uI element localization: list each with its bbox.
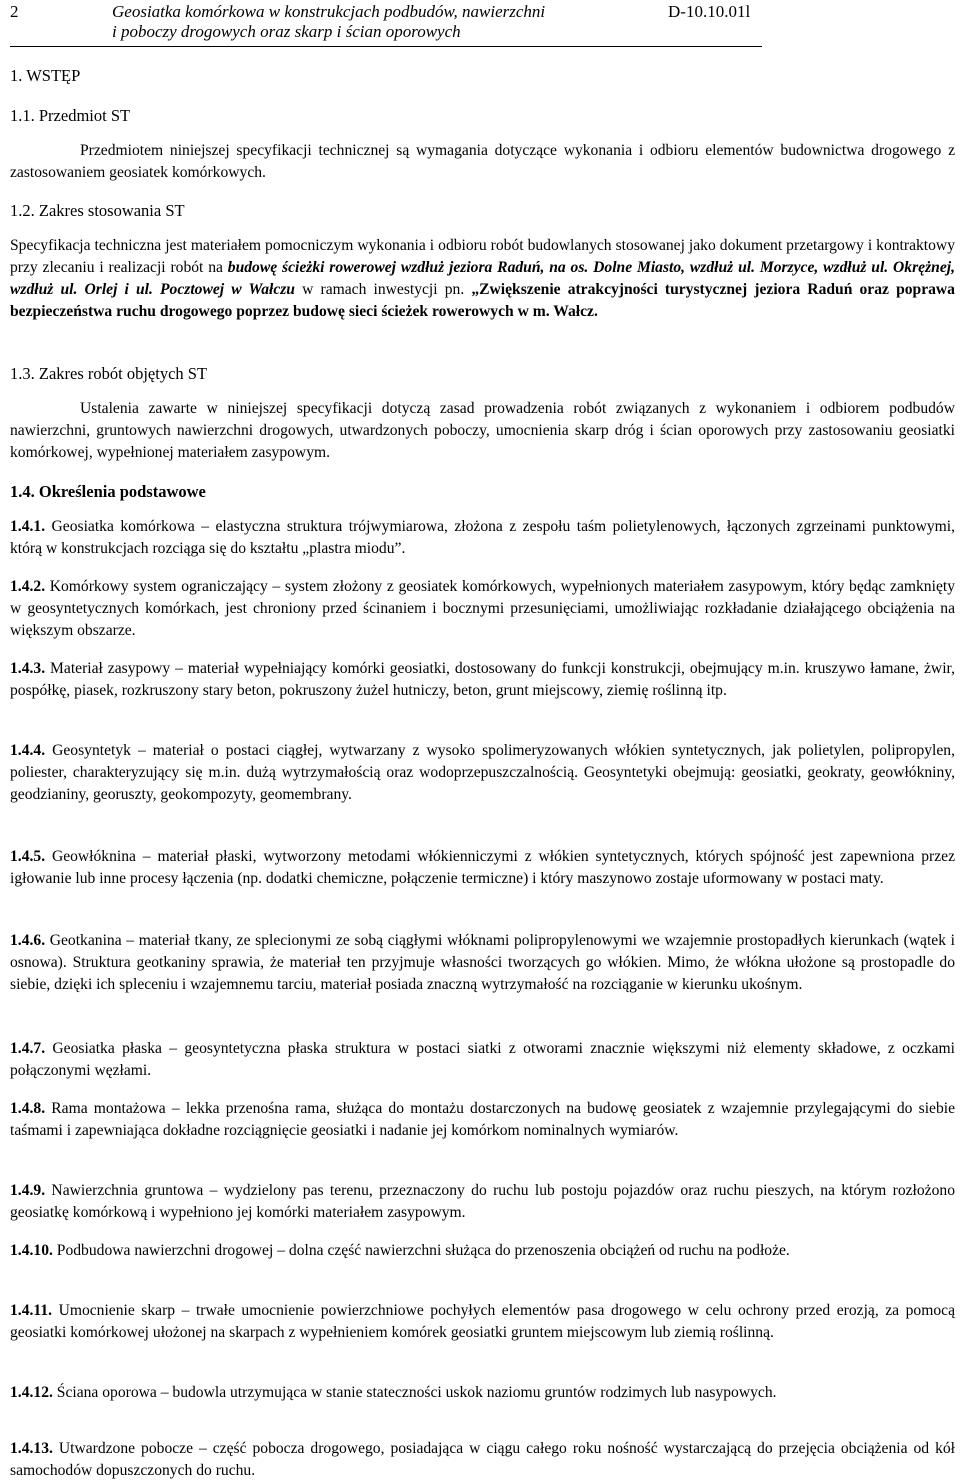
section-heading-1-2: 1.2. Zakres stosowania ST	[10, 201, 185, 220]
definition-text: Utwardzone pobocze – część pobocza drogowego, posiadająca w ciągu całego roku nośność wystarczającą do przejęcia obciążenia od kół samochodów dopuszczonych do ruchu.	[10, 1440, 955, 1479]
section-1-3-body	[10, 398, 955, 464]
definition-text: Geosiatka komórkowa – elastyczna struktura trójwymiarowa, złożona z zespołu taśm polietylenowych, łączonych zgrzeinami punktowymi, którą w konstrukcjach rozciąga się do kształtu „plastra miodu”.	[10, 518, 955, 557]
page-header	[10, 0, 762, 47]
section-heading-1-1: 1.1. Przedmiot ST	[10, 106, 131, 125]
header-title-line1: Geosiatka komórkowa w konstrukcjach podbudów, nawierzchni	[112, 2, 546, 21]
definition-text: Materiał zasypowy – materiał wypełniający komórki geosiatki, dostosowany do funkcji konstrukcji, obejmujący m.in. kruszywo łamane, żwir, pospółkę, piasek, rozkruszony stary beton, pokruszony żużel hutniczy, beton, grunt miejscowy, ziemię roślinną itp.	[10, 660, 955, 699]
definition-number: 1.4.9.	[10, 1182, 46, 1199]
section-1-1-body	[10, 140, 955, 184]
definition-text: Podbudowa nawierzchni drogowej – dolna część nawierzchni służąca do przenoszenia obciążeń od ruchu na podłoże.	[52, 1242, 790, 1259]
definition-1-4-8	[10, 1098, 955, 1142]
definition-number: 1.4.13.	[10, 1440, 53, 1457]
definition-1-4-7	[10, 1038, 955, 1082]
document-code: D-10.10.01l	[668, 2, 751, 21]
definition-text: Geosiatka płaska – geosyntetyczna płaska struktura w postaci siatki z otworami znacznie większymi niż elementy składowe, z oczkami połączonymi węzłami.	[10, 1040, 955, 1079]
scope-project-location: budowę ścieżki rowerowej wzdłuż jeziora Raduń, na os. Dolne Miasto, wzdłuż ul. Morzyce, wzdłuż ul. Okrężnej, wzdłuż ul. Orlej i ul. Pocztowej w Wałczu	[10, 259, 955, 298]
section-1-1-paragraph: Przedmiotem niniejszej specyfikacji technicznej są wymagania dotyczące wykonania i odbioru elementów budownictwa drogowego z zastosowaniem geosiatek komórkowych.	[10, 142, 955, 181]
definition-text: Geotkanina – materiał tkany, ze splecionymi ze sobą ciągłymi włóknami polipropylenowymi we wzajemnie prostopadłych kierunkach (wątek i osnowa). Struktura geotkaniny sprawia, że materiał ten przyjmuje własności tworzących go włókien. Mimo, że włókna ułożone są prostopadle do siebie, dzięki ich spleceniu i wzajemnemu tarciu, materiał posiada znaczną wytrzymałość na rozciąganie w kierunku ukośnym.	[10, 932, 955, 993]
definition-text: Umocnienie skarp – trwałe umocnienie powierzchniowe pochyłych elementów pasa drogowego w celu ochrony przed erozją, za pomocą geosiatki komórkowej ułożonej na skarpach z wypełnieniem komórek geosiatki gruntem miejscowym lub ziemią roślinną.	[10, 1302, 955, 1341]
definition-number: 1.4.2.	[10, 578, 46, 595]
definition-number: 1.4.11.	[10, 1302, 53, 1319]
section-1-2-paragraph	[10, 235, 955, 323]
definition-text: Komórkowy system ograniczający – system złożony z geosiatek komórkowych, wypełnionych materiałem zasypowym, który będąc zamknięty w geosyntetycznych komórkach, jest chroniony przed ścinaniem i bocznymi przesunięciami, umożliwiając rozkładanie działającego obciążenia na większym obszarze.	[10, 578, 955, 639]
definition-1-4-13	[10, 1438, 955, 1482]
definition-number: 1.4.6.	[10, 932, 46, 949]
section-heading-1: 1. WSTĘP	[10, 66, 81, 85]
scope-investment-name: „Zwiększenie atrakcyjności turystycznej jeziora Raduń oraz poprawa bezpieczeństwa ruchu drogowego poprzez budowę sieci ścieżek rowerowych w m. Wałcz.	[10, 281, 955, 320]
definition-text: Rama montażowa – lekka przenośna rama, służąca do montażu dostarczonych na budowę geosiatek z wzajemnie przylegającymi do siebie taśmami i zapewniająca dokładne rozciągnięcie geosiatki i nadanie jej komórkom nominalnych wymiarów.	[10, 1100, 955, 1139]
definition-number: 1.4.10.	[10, 1242, 53, 1259]
definition-1-4-1	[10, 516, 955, 560]
definition-1-4-5	[10, 846, 955, 890]
section-heading-1-3: 1.3. Zakres robót objętych ST	[10, 364, 208, 383]
definition-number: 1.4.4.	[10, 742, 46, 759]
definition-1-4-11	[10, 1300, 955, 1344]
definition-1-4-6	[10, 930, 955, 996]
header-title-line2: i poboczy drogowych oraz skarp i ścian oporowych	[112, 22, 461, 41]
definition-number: 1.4.12.	[10, 1384, 53, 1401]
scope-text-a: Specyfikacja techniczna jest materiałem pomocniczym wykonania i odbioru robót budowlanych stosowanej jako dokument przetargowy i kontraktowy przy zlecaniu i realizacji robót na	[10, 237, 955, 276]
definition-number: 1.4.7.	[10, 1040, 46, 1057]
definition-1-4-2	[10, 576, 955, 642]
definition-number: 1.4.8.	[10, 1100, 46, 1117]
definition-1-4-9	[10, 1180, 955, 1224]
definition-text: Nawierzchnia gruntowa – wydzielony pas terenu, przeznaczony do ruchu lub postoju pojazdów oraz ruchu pieszych, na którym rozłożono geosiatkę komórkową i wypełniono jej komórki materiałem zasypowym.	[10, 1182, 955, 1221]
section-1-3-paragraph: Ustalenia zawarte w niniejszej specyfikacji dotyczą zasad prowadzenia robót związanych z wykonaniem i odbiorem podbudów nawierzchni, gruntowych nawierzchni drogowych, utwardzonych poboczy, umocnienia skarp dróg i ścian oporowych przy zastosowaniu geosiatki komórkowej, wypełnionej materiałem zasypowym.	[10, 400, 955, 461]
definition-number: 1.4.1.	[10, 518, 46, 535]
definition-1-4-3	[10, 658, 955, 702]
definition-number: 1.4.3.	[10, 660, 46, 677]
definition-text: Geosyntetyk – materiał o postaci ciągłej, wytwarzany z wysoko spolimeryzowanych włókien syntetycznych, jak polietylen, polipropylen, poliester, charakteryzujący się m.in. dużą wytrzymałością oraz wodoprzepuszczalnością. Geosyntetyki obejmują: geosiatki, geokraty, geowłókniny, geodzianiny, georuszty, geokompozyty, geomembrany.	[10, 742, 955, 803]
definition-number: 1.4.5.	[10, 848, 46, 865]
section-heading-1-4: 1.4. Określenia podstawowe	[10, 482, 206, 501]
definition-text: Ściana oporowa – budowla utrzymująca w stanie stateczności uskok naziomu gruntów rodzimych lub nasypowych.	[52, 1384, 777, 1401]
scope-text-c: w ramach inwestycji pn.	[294, 281, 472, 298]
section-1-2-body	[10, 235, 955, 323]
definition-1-4-10	[10, 1240, 955, 1262]
page-number: 2	[10, 2, 19, 21]
definition-text: Geowłóknina – materiał płaski, wytworzony metodami włókienniczymi z włókien syntetycznych, których spójność jest zapewniona przez igłowanie lub inne procesy łączenia (np. dodatki chemiczne, połączenie termiczne) i który maszynowo zostaje uformowany w postaci maty.	[10, 848, 955, 887]
definition-1-4-12	[10, 1382, 955, 1404]
definition-1-4-4	[10, 740, 955, 806]
